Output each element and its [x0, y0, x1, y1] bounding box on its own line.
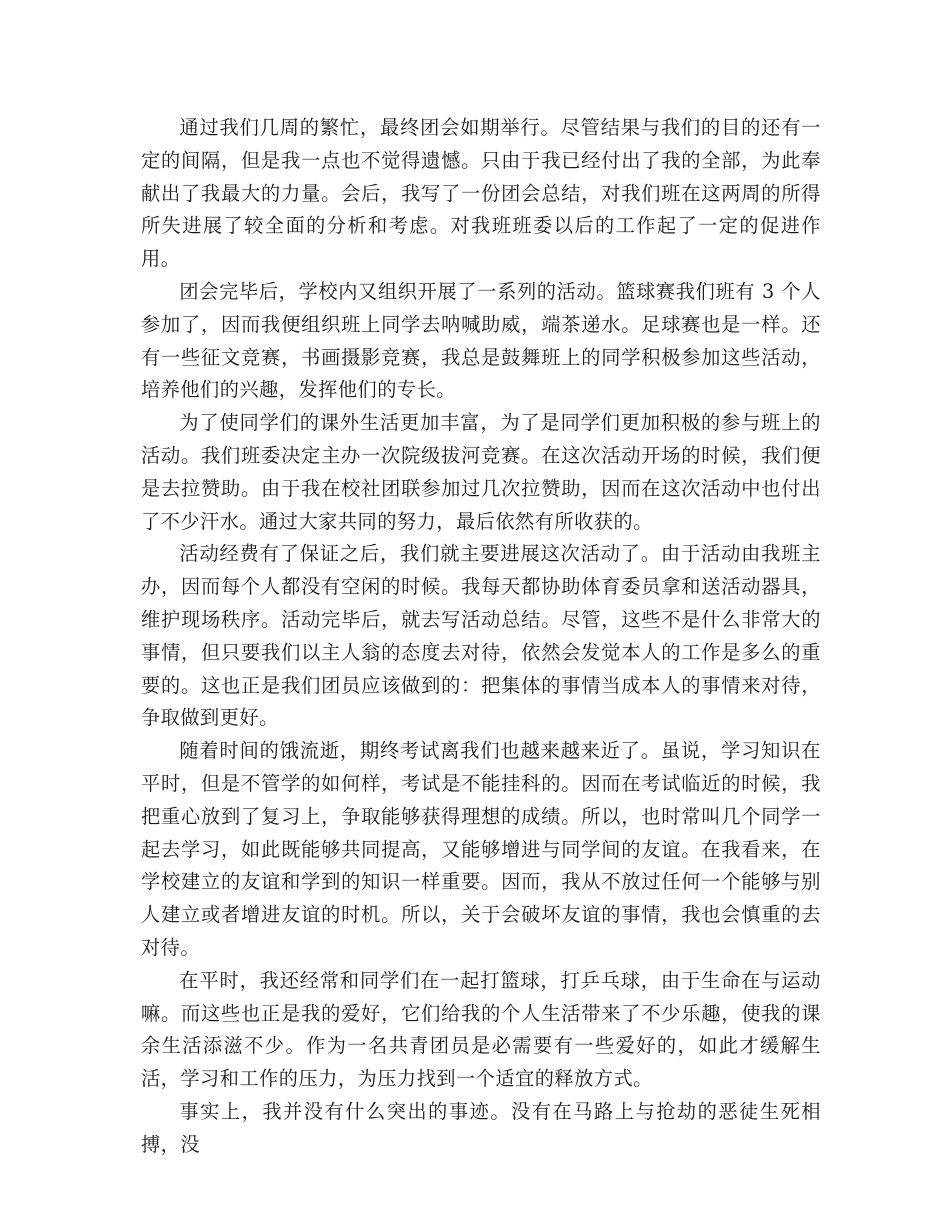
paragraph-5: 随着时间的饿流逝，期终考试离我们也越来越来近了。虽说，学习知识在平时，但是不管学的如何样，考试是不能挂科的。因而在考试临近的时候，我把重心放到了复习上，争取能够获得理想的成绩。所以，也时常叫几个同学一起去学习，如此既能够共同提高，又能够增进与同学间的友谊。在我看来，在学校建立的友谊和学到的知识一样重要。因而，我从不放过任何一个能够与别人建立或者增进友谊的时机。所以，关于会破坏友谊的事情，我也会慎重的去对待。 — [141, 739, 821, 959]
paragraph-1: 通过我们几周的繁忙，最终团会如期举行。尽管结果与我们的目的还有一定的间隔，但是我一点也不觉得遗憾。只由于我已经付出了我的全部，为此奉献出了我最大的力量。会后，我写了一份团会总结，对我们班在这两周的所得所失进展了较全面的分析和考虑。对我班班委以后的工作起了一定的促进作用。 — [141, 116, 821, 271]
paragraph-2: 团会完毕后，学校内又组织开展了一系列的活动。篮球赛我们班有 3 个人参加了，因而我便组织班上同学去呐喊助威，端茶递水。足球赛也是一样。还有一些征文竞赛，书画摄影竞赛，我总是鼓舞班上的同学积极参加这些活动，培养他们的兴趣，发挥他们的专长。 — [141, 279, 821, 402]
paragraph-6: 在平时，我还经常和同学们在一起打篮球，打乒乓球，由于生命在与运动嘛。而这些也正是我的爱好，它们给我的个人生活带来了不少乐趣，使我的课余生活添滋不少。作为一名共青团员是必需要有一些爱好的，如此才缓解生活，学习和工作的压力，为压力找到一个适宜的释放方式。 — [141, 968, 821, 1091]
paragraph-4: 活动经费有了保证之后，我们就主要进展这次活动了。由于活动由我班主办，因而每个人都没有空闲的时候。我每天都协助体育委员拿和送活动器具，维护现场秩序。活动完毕后，就去写活动总结。尽管，这些不是什么非常大的事情，但只要我们以主人翁的态度去对待，依然会发觉本人的工作是多么的重要的。这也正是我们团员应该做到的：把集体的事情当成本人的事情来对待，争取做到更好。 — [141, 542, 821, 730]
document-body — [141, 112, 821, 1162]
paragraph-7: 事实上，我并没有什么突出的事迹。没有在马路上与抢劫的恶徒生死相搏，没 — [141, 1099, 821, 1156]
paragraph-3: 为了使同学们的课外生活更加丰富，为了是同学们更加积极的参与班上的活动。我们班委决定主办一次院级拔河竞赛。在这次活动开场的时候，我们便是去拉赞助。由于我在校社团联参加过几次拉赞助，因而在这次活动中也付出了不少汗水。通过大家共同的努力，最后依然有所收获的。 — [141, 411, 821, 533]
